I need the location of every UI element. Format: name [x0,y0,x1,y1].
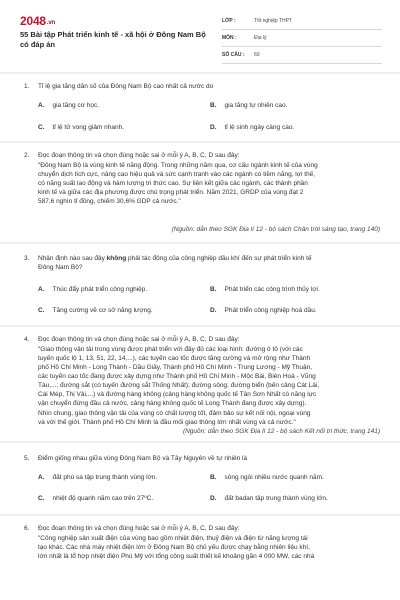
question-divider [0,441,400,443]
option-c[interactable]: C. nhiệt độ quanh năm cao trên 27ºC. [38,495,154,502]
passage-line: phố Hồ Chí Minh - Long Thành - Dầu Giây, Thành phố Hồ Chí Minh - Trung Lương - Mỹ Thuận, [38,363,313,371]
passage [38,345,383,427]
meta-row-count [222,47,382,64]
header-divider [0,72,400,74]
logo-text: 2048 [20,14,46,28]
option-d[interactable]: D. Phát triển công nghiệp hoá dầu. [210,307,317,314]
passage-line: các tuyến cao tốc đang được xây dựng như Thành phố Hồ Chí Minh - Mộc Bài, Biên Hoà - Vũng [38,372,316,380]
question-text: Tỉ lệ gia tăng dân số của Đông Nam Bộ cao nhất cả nước do [38,83,214,90]
question-number: 4. [24,336,30,343]
passage-source: (Nguồn: dẫn theo SGK Địa lí 12 - bộ sách Kết nối tri thức, trang 141) [182,428,380,435]
passage-line: Tàu,...; đường sắt (có tuyến đường sắt Thống Nhất); đường sông; đường biển (bến cảng Cát Lái, [38,382,320,390]
passage-line: chuyển dịch tích cực, nâng cao hiệu quả và sức cạnh tranh vào các ngành có tiềm năng, lợi thế, [38,170,316,178]
option-a[interactable]: A. đất phù sa tập trung thành vùng lớn. [38,474,158,481]
logo-suffix: .vn [46,20,55,26]
page-header [0,0,400,68]
question-text: Nhận định nào sau đây không phải tác động của công nghiệp dầu khí đến sự phát triển kinh tế Đông Nam Bộ? [38,255,312,271]
site-logo[interactable] [20,14,55,30]
question-divider [0,325,400,327]
option-d[interactable]: D. đất badan tập trung thành vùng lớn. [210,495,328,502]
meta-row-grade [222,13,382,30]
meta-label: MÔN : [222,35,237,41]
meta-label: SỐ CÂU : [222,52,245,58]
emphasis-not: không [106,255,127,262]
passage-line: "Đông Nam Bộ là vùng kinh tế năng động. Trong những năm qua, cơ cấu ngành kinh tế của vùng [38,161,318,169]
option-c[interactable]: C. tỉ lệ tử vong giảm nhanh. [38,124,125,131]
passage-line: lớn nhất là tổ hợp nhiệt điện Phú Mỹ với tổng công suất thiết kế khoảng gần 4 000 MW, các nhà [38,552,315,560]
option-b[interactable]: B. Phát triển các công trình thủy lợi. [210,286,320,293]
passage-line: Nhìn chung, giao thông vận tải của vùng có chất lượng tốt, đảm bảo sự kết nối nội, ngoại vùng [38,409,311,417]
meta-row-subject [222,30,382,47]
question-text: Điểm giống nhau giữa vùng Đông Nam Bộ và Tây Nguyên về tự nhiên là [38,455,248,462]
question-number: 1. [24,83,30,90]
passage-line: vận chuyển đứng đầu cả nước, cảng hàng không quốc tế Long Thành đang được xây dựng). [38,400,307,408]
option-a[interactable]: A. gia tăng cơ học. [38,102,100,109]
meta-value: 60 [254,52,260,58]
passage-line: kinh tế và giữa các địa phương được chú trọng phát triển. Năm 2021, GRDP của vùng đạt 2 [38,188,304,196]
passage-line: tạo khác. Các nhà máy nhiệt điện lớn ở Đông Nam Bộ chủ yếu được chạy bằng nhiên liệu khí, [38,543,310,551]
passage [38,534,383,561]
meta-value: Tốt nghiệp THPT [254,18,292,24]
option-b[interactable]: B. sông ngòi nhiều nước quanh năm. [210,474,324,481]
passage-line: "Công nghiệp sản xuất điện của vùng bao gồm nhiệt điện, thuỷ điện và điện từ năng lượng tái [38,534,308,542]
passage-line: và với thế giới. Thành phố Hồ Chí Minh là đầu mối giao thông lớn nhất vùng và cả nước." [38,418,296,426]
passage-line: Cái Mép, Thị Vải,...) và đường hàng không (cảng hàng không quốc tế Tân Sơn Nhất có năng lực [38,391,317,399]
meta-table [222,13,382,64]
question-number: 5. [24,455,30,462]
option-d[interactable]: D. tỉ lệ sinh ngày càng cao. [210,124,295,131]
passage-line: "Giao thông vận tải trong vùng được phát triển với đầy đủ các loại hình: đường ô tô (với các [38,345,303,353]
passage [38,161,383,207]
meta-label: LỚP : [222,18,236,24]
passage-line: có năng suất lao động và hàm lượng tri thức cao. Sự liên kết giữa các ngành, các thành phần [38,179,308,187]
question-number: 6. [24,525,30,532]
passage-source: (Nguồn: dẫn theo SGK Địa lí 12 - bộ sách Chân trời sáng tạo, trang 140) [171,226,380,233]
question-divider [0,514,400,516]
option-c[interactable]: C. Tăng cường về cơ sở năng lượng. [38,307,153,314]
question-text: Đọc đoạn thông tin và chọn đúng hoặc sai ở mỗi ý A, B, C, D sau đây: [38,336,240,343]
meta-value: Địa lý [254,35,267,41]
passage-line: tuyến quốc lộ 1, 13, 51, 22, 14,...), các tuyến cao tốc được tăng cường và mở rộng như Thành [38,354,311,362]
question-number: 3. [24,255,30,262]
option-a[interactable]: A. Thúc đẩy phát triển công nghiệp. [38,286,148,293]
page-title: 55 Bài tập Phát triển kinh tế - xã hội ở Đông Nam Bộ có đáp án [20,30,206,49]
question-divider [0,242,400,244]
option-b[interactable]: B. gia tăng tự nhiên cao. [210,102,288,109]
question-divider [0,141,400,143]
question-text: Đọc đoạn thông tin và chọn đúng hoặc sai ở mỗi ý A, B, C, D sau đây: [38,152,240,159]
question-number: 2. [24,152,30,159]
question-text: Đọc đoạn thông tin và chọn đúng hoặc sai ở mỗi ý A, B, C, D sau đây: [38,525,240,532]
passage-line: 587,6 nghìn tỉ đồng, chiếm 30,6% GDP cả nước." [38,198,181,206]
